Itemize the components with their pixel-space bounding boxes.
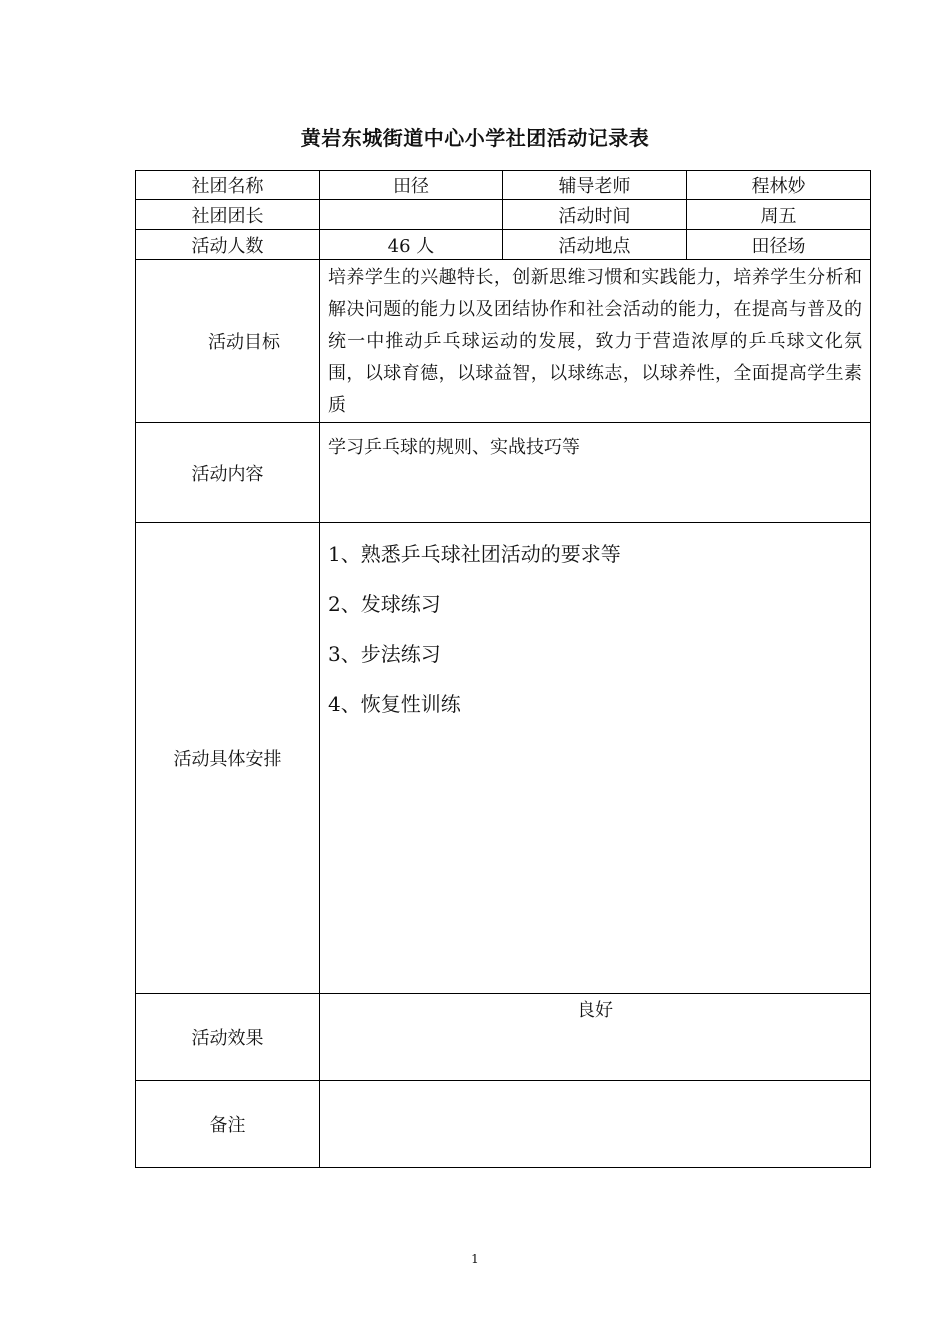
activity-record-table bbox=[135, 170, 871, 1168]
count-value: 46 人 bbox=[320, 230, 503, 260]
teacher-value: 程林妙 bbox=[687, 171, 871, 200]
count-label: 活动人数 bbox=[136, 230, 320, 260]
remark-value bbox=[320, 1081, 871, 1168]
time-label: 活动时间 bbox=[503, 200, 687, 230]
list-item: 2、发球练习 bbox=[328, 592, 441, 616]
goal-text: 培养学生的兴趣特长，创新思维习惯和实践能力，培养学生分析和解决问题的能力以及团结协作和社会活动的能力，在提高与普及的统一中推动乒乓球运动的发展，致力于营造浓厚的乒乓球文化氛围，以球育德，以球益智，以球练志，以球养性，全面提高学生素质 bbox=[320, 260, 871, 423]
page-title: 黄岩东城街道中心小学社团活动记录表 bbox=[300, 126, 650, 150]
leader-value bbox=[320, 200, 503, 230]
table-row bbox=[136, 230, 871, 260]
goal-label: 活动目标 bbox=[136, 260, 320, 423]
page-number: 1 bbox=[471, 1252, 479, 1266]
table-row bbox=[136, 423, 871, 523]
list-item: 4、恢复性训练 bbox=[328, 692, 461, 716]
remark-label: 备注 bbox=[136, 1081, 320, 1168]
arrangement-list bbox=[320, 523, 871, 994]
teacher-label: 辅导老师 bbox=[503, 171, 687, 200]
effect-value: 良好 bbox=[320, 994, 871, 1081]
content-text: 学习乒乓球的规则、实战技巧等 bbox=[320, 423, 871, 523]
club-name-value: 田径 bbox=[320, 171, 503, 200]
place-value: 田径场 bbox=[687, 230, 871, 260]
arrangement-label: 活动具体安排 bbox=[136, 523, 320, 994]
table-row bbox=[136, 171, 871, 200]
table-row bbox=[136, 260, 871, 423]
list-item: 1、熟悉乒乓球社团活动的要求等 bbox=[328, 542, 621, 566]
leader-label: 社团团长 bbox=[136, 200, 320, 230]
content-label: 活动内容 bbox=[136, 423, 320, 523]
list-item: 3、步法练习 bbox=[328, 642, 441, 666]
club-name-label: 社团名称 bbox=[136, 171, 320, 200]
table-row bbox=[136, 523, 871, 994]
table-row bbox=[136, 200, 871, 230]
place-label: 活动地点 bbox=[503, 230, 687, 260]
table-row bbox=[136, 994, 871, 1081]
time-value: 周五 bbox=[687, 200, 871, 230]
table-row bbox=[136, 1081, 871, 1168]
effect-label: 活动效果 bbox=[136, 994, 320, 1081]
